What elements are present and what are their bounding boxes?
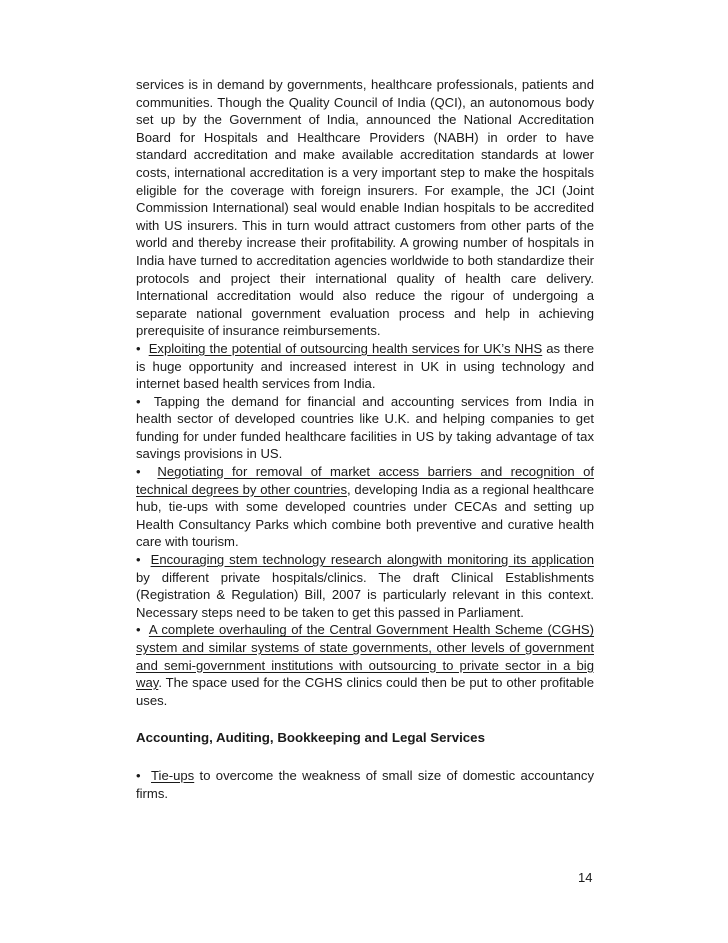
bullet-underlined-text: Tie-ups [151, 767, 195, 783]
document-page [136, 76, 594, 802]
bullet-text: . The space used for the CGHS clinics could then be put to other profitable uses. [136, 675, 594, 708]
section-heading: Accounting, Auditing, Bookkeeping and Legal Services [136, 730, 485, 746]
bullet-item-4 [136, 551, 594, 621]
bullet-marker: • [136, 767, 141, 783]
bullet-item-2 [136, 393, 594, 463]
bullet-text: to overcome the weakness of small size of domestic accountancy firms. [136, 767, 594, 801]
bullet-marker: • [136, 552, 141, 568]
page-number: 14 [578, 870, 593, 885]
bullet-underlined-text: Exploiting the potential of outsourcing health services for UK’s NHS [148, 340, 543, 356]
bullet-text: by different private hospitals/clinics. The draft Clinical Establishments (Registration & Regulation) Bill, 2007 is particularly relevant in this context. Necessary steps need to be taken to get this passed in Parliament. [136, 569, 594, 620]
bullet-underlined-text: Encouraging stem technology research alongwith monitoring its application [150, 552, 594, 568]
bullet-text: as there is huge opportunity and increased interest in UK in using technology and internet based health services from India. [136, 340, 594, 392]
intro-paragraph: services is in demand by governments, healthcare professionals, patients and communities. Though the Quality Council of India (QCI), an autonomous body set up by the Government of India, announced the National Accreditation Board for Hospitals and Healthcare Providers (NABH) in order to have standard accreditation and make available accreditation standards at lower costs, international accreditation is a very important step to make the hospitals eligible for the coverage with foreign insurers. For example, the JCI (Joint Commission International) seal would enable Indian hospitals to be accredited with US insurers. This in turn would attract customers from other parts of the world and thereby increase their profitability. A growing number of hospitals in India have turned to accreditation agencies worldwide to both standardize their protocols and project their international quality of health care delivery. International accreditation would also reduce the rigour of undergoing a separate national government evaluation process and help in achieving prerequisite of insurance reimbursements. [136, 77, 594, 339]
bullet-item-3 [136, 463, 594, 551]
bullet-underlined-text: Negotiating for removal of market access barriers and recognition of technical degrees by other countries [136, 464, 594, 497]
bullet-underlined-text: A complete overhauling of the Central Government Health Scheme (CGHS) system and similar systems of state governments, other levels of government and semi-government institutions with outsourcing to private sector in a big way [136, 622, 594, 691]
bullet-marker: • [136, 393, 141, 409]
bullet-text: Tapping the demand for financial and accounting services from India in health sector of developed countries like U.K. and helping companies to get funding for under funded healthcare facilities in US by taking advantage of tax savings provisions in US. [136, 393, 594, 462]
bullet-marker: • [136, 622, 141, 638]
bullet-item-5 [136, 621, 594, 709]
bullet-item-1 [136, 340, 594, 393]
bullet-marker: • [136, 340, 141, 356]
bullet-text: , developing India as a regional healthcare hub, tie-ups with some developed countries under CECAs and setting up Health Consultancy Parks which combine both preventive and curative health care with tourism. [136, 481, 595, 550]
section-bullet-item-1 [136, 767, 594, 802]
bullet-marker: • [136, 464, 141, 480]
